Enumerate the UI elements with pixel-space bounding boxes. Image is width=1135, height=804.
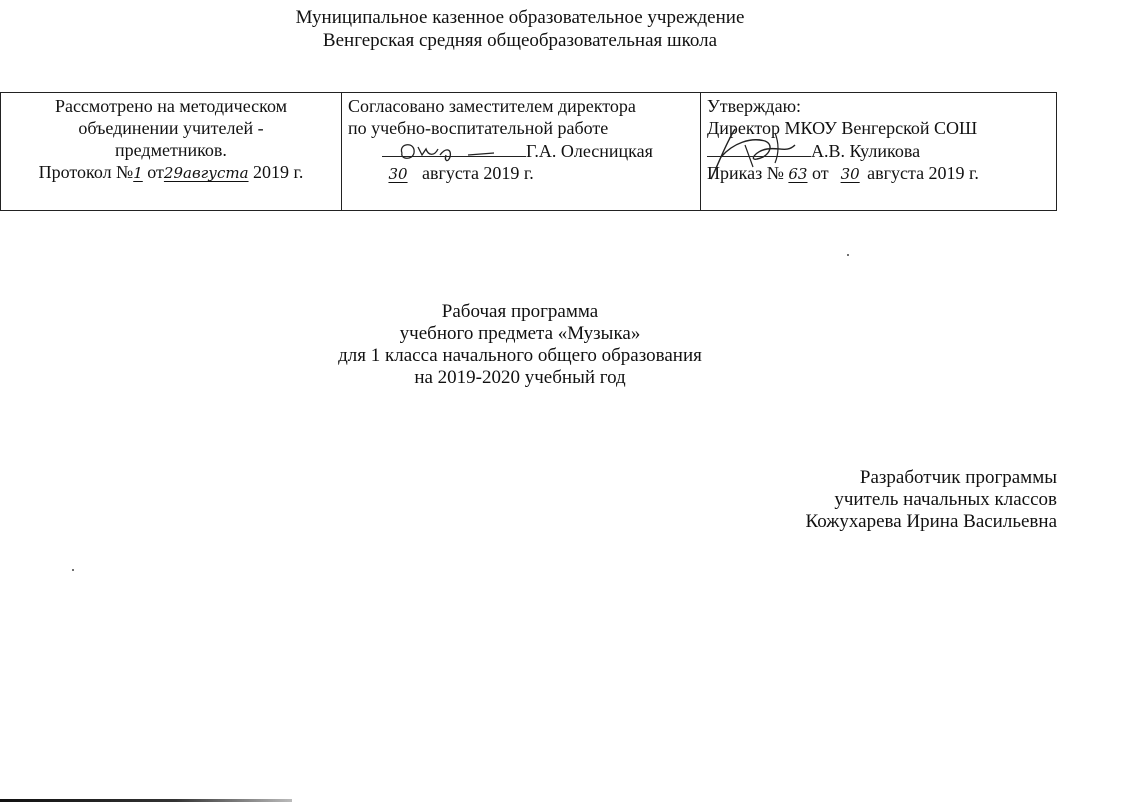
order-number: 63 — [788, 165, 808, 183]
agreed-date-line — [348, 162, 700, 185]
approval-table — [0, 92, 1057, 211]
protocol-number: 1 — [133, 164, 143, 182]
approved-line1: Утверждаю: — [707, 96, 802, 116]
approved-signer: А.В. Куликова — [811, 141, 921, 161]
agreed-line2: по учебно-воспитательной работе — [348, 118, 609, 138]
agreed-day: 30 — [388, 165, 408, 183]
agreed-cell — [341, 93, 700, 210]
scan-speck — [72, 569, 74, 571]
institution-type: Муниципальное казенное образовательное учреждение — [295, 7, 745, 28]
agreed-signer-line — [348, 139, 700, 162]
approved-signature-line — [707, 139, 811, 157]
considered-cell — [1, 93, 341, 210]
protocol-line — [1, 161, 341, 184]
scan-edge-mark — [0, 799, 292, 802]
protocol-year: 2019 г. — [253, 162, 304, 182]
agreed-line1: Согласовано заместителем директора — [348, 96, 636, 116]
considered-line1: Рассмотрено на методическом — [54, 96, 288, 116]
developer-line2: учитель начальных классов — [834, 489, 1057, 510]
order-from: от — [811, 163, 829, 183]
developer-line1: Разработчик программы — [859, 467, 1057, 488]
order-date-suffix: августа 2019 г. — [867, 163, 979, 183]
title-line1: Рабочая программа — [441, 301, 599, 322]
considered-line2: объединении учителей - — [78, 118, 264, 138]
protocol-prefix: Протокол № — [38, 162, 134, 182]
document-title — [0, 301, 1040, 389]
developer-name: Кожухарева Ирина Васильевна — [805, 511, 1057, 532]
agreed-signature-line — [382, 139, 526, 157]
order-prefix: Приказ № — [707, 163, 784, 183]
protocol-from: от — [147, 162, 164, 182]
developer-block — [806, 467, 1058, 533]
considered-line3: предметников. — [115, 140, 227, 160]
agreed-date-suffix: августа 2019 г. — [422, 163, 534, 183]
approved-line2: Директор МКОУ Венгерской СОШ — [707, 118, 978, 138]
scan-speck — [847, 254, 849, 256]
agreed-signer: Г.А. Олесницкая — [526, 141, 653, 161]
title-line4: на 2019-2020 учебный год — [414, 367, 626, 388]
order-day: 30 — [840, 165, 860, 183]
approved-cell — [700, 93, 1056, 210]
title-line3: для 1 класса начального общего образования — [338, 345, 702, 366]
institution-header — [0, 6, 1040, 52]
protocol-date: 29августа — [163, 164, 249, 182]
approved-signer-line — [707, 139, 1056, 162]
order-line — [707, 162, 1056, 185]
title-line2: учебного предмета «Музыка» — [399, 323, 641, 344]
school-name: Венгерская средняя общеобразовательная школа — [322, 30, 718, 51]
